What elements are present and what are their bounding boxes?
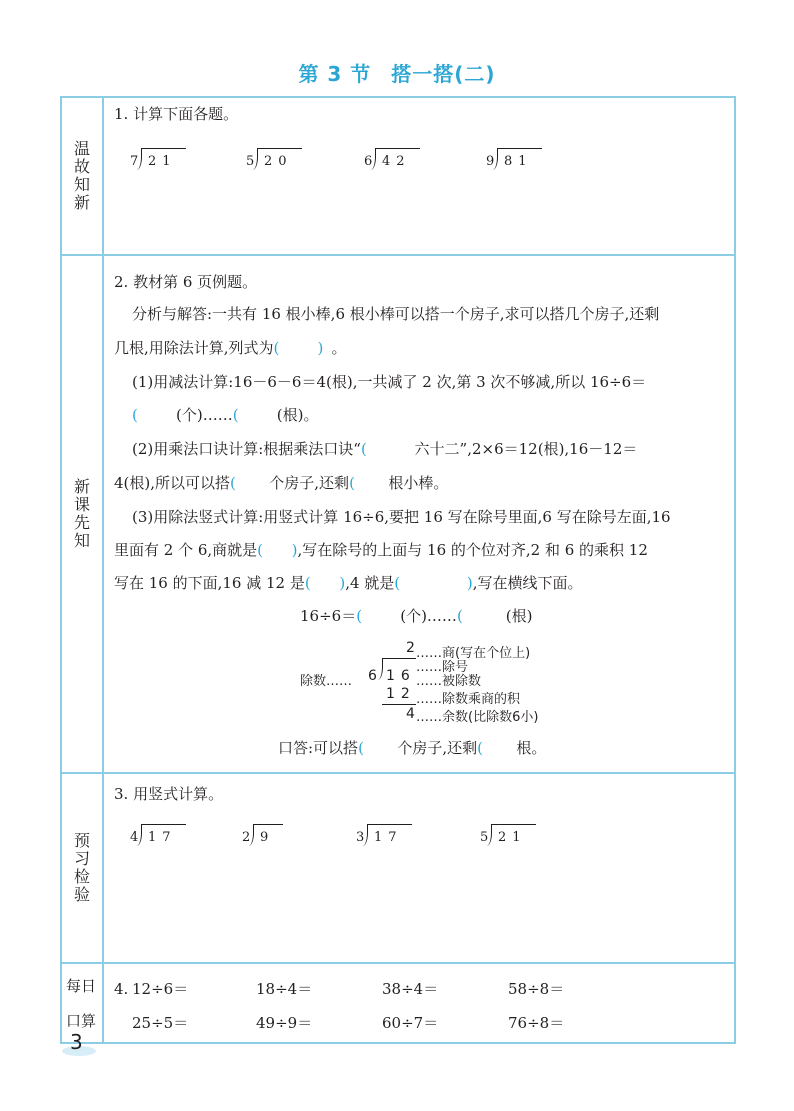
diagram-product: 12	[386, 686, 416, 702]
long-division: 5 20	[246, 148, 316, 172]
answer-blank[interactable]: ( )	[394, 574, 473, 592]
diagram-note: ……商(写在个位上)	[416, 646, 531, 661]
long-division: 4 17	[130, 824, 200, 848]
question-4-prefix: 4.	[114, 980, 129, 998]
diagram-remainder: 4	[406, 706, 415, 722]
answer-blank[interactable]: ( )	[257, 541, 298, 559]
worksheet-frame	[60, 96, 736, 1044]
oral-calc-item: 76÷8＝	[508, 1014, 565, 1032]
answer-blank[interactable]: (	[132, 406, 167, 424]
section-label-line1: 每日	[65, 977, 96, 995]
oral-calc-item: 38÷4＝	[382, 980, 439, 998]
row-divider	[60, 254, 736, 256]
section-label: 预习检验	[71, 832, 91, 904]
long-division: 9 81	[486, 148, 556, 172]
question-3-title: 3. 用竖式计算。	[114, 785, 224, 803]
long-division: 3 17	[356, 824, 426, 848]
diagram-quotient: 2	[406, 640, 415, 656]
answer-blank[interactable]: ( )	[273, 339, 324, 357]
method-3-line: 写在 16 的下面,16 减 12 是( ),4 就是( ),写在横线下面。	[114, 574, 583, 592]
diagram-note: ……余数(比除数6小)	[416, 710, 539, 725]
diagram-note: ……除数乘商的积	[416, 692, 521, 707]
question-1-title: 1. 计算下面各题。	[114, 105, 239, 123]
diagram-dividend: 16	[386, 668, 416, 684]
division-bar	[382, 658, 416, 659]
diagram-divisor: 6	[368, 668, 377, 684]
diagram-note: ……除号	[416, 660, 469, 675]
answer-blank[interactable]: (	[360, 440, 405, 458]
page-title	[0, 58, 794, 87]
method-2-line: 4(根),所以可以搭( 个房子,还剩( 根小棒。	[114, 474, 449, 492]
oral-calc-item: 25÷5＝	[132, 1014, 189, 1032]
method-1-line: ( (个)……( (根)。	[132, 406, 319, 424]
answer-blank[interactable]: (	[356, 607, 391, 625]
equation-line: 16÷6＝( (个)……( (根)	[300, 607, 533, 625]
diagram-note: ……被除数	[416, 674, 482, 689]
long-division: 2 9	[242, 824, 312, 848]
method-2-line: (2)用乘法口诀计算:根据乘法口诀“( 六十二”,2×6＝12(根),16－12＝	[132, 440, 638, 458]
oral-calc-item: 60÷7＝	[382, 1014, 439, 1032]
row-divider	[60, 962, 736, 964]
oral-calc-item: 49÷9＝	[256, 1014, 313, 1032]
analysis-line: 几根,用除法计算,列式为( ) 。	[114, 339, 347, 357]
answer-blank[interactable]: (	[349, 474, 384, 492]
answer-blank[interactable]: (	[230, 474, 265, 492]
long-division: 7 21	[130, 148, 200, 172]
section-number: 第 3 节	[298, 62, 372, 86]
analysis-line: 分析与解答:一共有 16 根小棒,6 根小棒可以搭一个房子,求可以搭几个房子,还剩	[132, 305, 660, 323]
long-division: 6 42	[364, 148, 434, 172]
section-label: 温故知新	[71, 140, 91, 212]
page-number: 3	[70, 1030, 83, 1054]
answer-blank[interactable]: (	[358, 739, 393, 757]
section-label: 新课先知	[71, 478, 91, 550]
row-divider	[60, 772, 736, 774]
long-division-diagram	[300, 636, 600, 726]
diagram-divisor-label: 除数……	[300, 674, 353, 689]
division-bracket	[374, 658, 383, 680]
method-1-line: (1)用减法计算:16－6－6＝4(根),一共减了 2 次,第 3 次不够减,所以 16÷6＝	[132, 373, 647, 391]
section-label-line2: 口算	[65, 1012, 96, 1030]
answer-blank[interactable]: (	[477, 739, 512, 757]
oral-calc-item: 12÷6＝	[132, 980, 189, 998]
oral-answer-line: 口答:可以搭( 个房子,还剩( 根。	[278, 739, 547, 757]
section-topic: 搭一搭(二)	[391, 62, 496, 86]
answer-blank[interactable]: (	[456, 607, 497, 625]
answer-blank[interactable]: ( )	[304, 574, 346, 592]
side-divider	[102, 96, 104, 1044]
method-3-line: (3)用除法竖式计算:用竖式计算 16÷6,要把 16 写在除号里面,6 写在除号左面,16	[132, 508, 671, 526]
answer-blank[interactable]: (	[232, 406, 268, 424]
oral-calc-item: 58÷8＝	[508, 980, 565, 998]
long-division: 5 21	[480, 824, 550, 848]
method-3-line: 里面有 2 个 6,商就是( ),写在除号的上面与 16 的个位对齐,2 和 6 的乘积 12	[114, 541, 648, 559]
question-2-title: 2. 教材第 6 页例题。	[114, 273, 258, 291]
oral-calc-item: 18÷4＝	[256, 980, 313, 998]
